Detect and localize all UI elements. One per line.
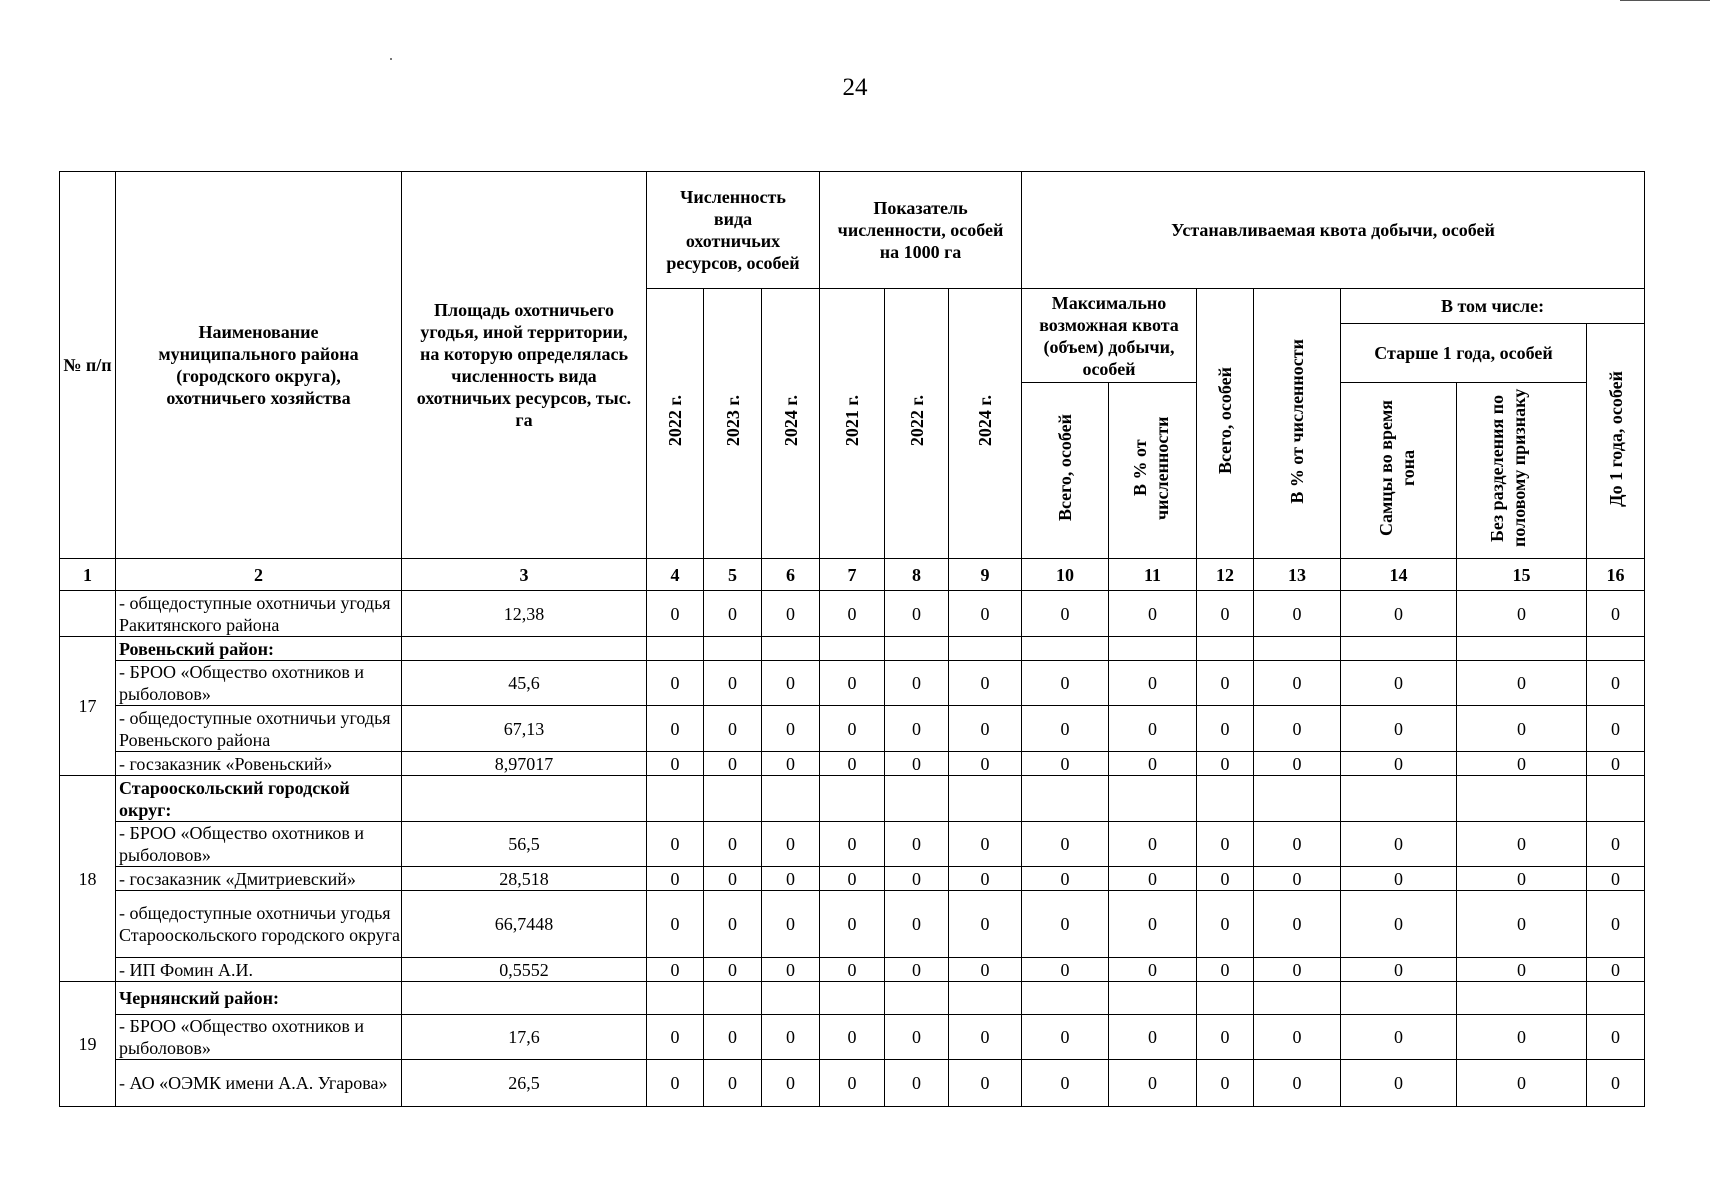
header-total: Всего, особей: [1197, 289, 1254, 559]
entity-name-cell: - БРОО «Общество охотников и рыболовов»: [116, 822, 402, 867]
value-cell-col10: 0: [1022, 1015, 1109, 1060]
value-cell-col4: 0: [647, 591, 704, 637]
area-cell: 0,5552: [402, 958, 647, 982]
value-cell-col7: 0: [820, 1060, 885, 1107]
value-cell-col7: 0: [820, 752, 885, 776]
header-max-quota: Максимально возможная квота (объем) добычи, особей: [1022, 289, 1197, 383]
group-row: [60, 637, 1645, 661]
value-cell-col8: 0: [885, 591, 949, 637]
colnum-16: 16: [1587, 559, 1645, 591]
header-year-2023: 2023 г.: [704, 289, 762, 559]
header-density-2022: 2022 г.: [885, 289, 949, 559]
value-cell-col8: 0: [885, 752, 949, 776]
table-row: [60, 591, 1645, 637]
table-row: [60, 706, 1645, 752]
entity-name-cell: - ИП Фомин А.И.: [116, 958, 402, 982]
value-cell-col9: 0: [949, 867, 1022, 891]
empty-cell: [949, 776, 1022, 822]
value-cell-col15: 0: [1457, 706, 1587, 752]
value-cell-col5: 0: [704, 891, 762, 958]
value-cell-col11: 0: [1109, 1060, 1197, 1107]
colnum-4: 4: [647, 559, 704, 591]
empty-cell: [820, 637, 885, 661]
value-cell-col12: 0: [1197, 891, 1254, 958]
header-incl: В том числе:: [1341, 289, 1645, 324]
column-number-row: [60, 559, 1645, 591]
colnum-8: 8: [885, 559, 949, 591]
colnum-7: 7: [820, 559, 885, 591]
colnum-11: 11: [1109, 559, 1197, 591]
value-cell-col16: 0: [1587, 661, 1645, 706]
empty-cell: [1457, 776, 1587, 822]
area-cell: 28,518: [402, 867, 647, 891]
value-cell-col6: 0: [762, 706, 820, 752]
empty-cell: [949, 637, 1022, 661]
value-cell-col10: 0: [1022, 867, 1109, 891]
empty-cell: [647, 982, 704, 1015]
empty-cell: [762, 982, 820, 1015]
colnum-14: 14: [1341, 559, 1457, 591]
empty-cell: [1109, 637, 1197, 661]
header-no: № п/п: [60, 172, 116, 559]
value-cell-col14: 0: [1341, 958, 1457, 982]
value-cell-col9: 0: [949, 891, 1022, 958]
value-cell-col13: 0: [1254, 822, 1341, 867]
value-cell-col12: 0: [1197, 1015, 1254, 1060]
empty-cell: [949, 982, 1022, 1015]
value-cell-col4: 0: [647, 867, 704, 891]
value-cell-col12: 0: [1197, 661, 1254, 706]
value-cell-col7: 0: [820, 867, 885, 891]
value-cell-col15: 0: [1457, 822, 1587, 867]
value-cell-col13: 0: [1254, 958, 1341, 982]
value-cell-col16: 0: [1587, 1060, 1645, 1107]
area-cell: 66,7448: [402, 891, 647, 958]
empty-cell: [704, 637, 762, 661]
scan-speck: [390, 58, 392, 60]
empty-cell: [1109, 982, 1197, 1015]
quota-table: [59, 171, 1645, 1107]
value-cell-col9: 0: [949, 591, 1022, 637]
empty-cell: [1197, 776, 1254, 822]
empty-cell: [1587, 776, 1645, 822]
group-row: [60, 776, 1645, 822]
empty-cell: [762, 637, 820, 661]
table-body: [60, 591, 1645, 1107]
value-cell-col11: 0: [1109, 867, 1197, 891]
value-cell-col15: 0: [1457, 958, 1587, 982]
empty-cell: [402, 982, 647, 1015]
row-number-cell: 17: [60, 637, 116, 776]
value-cell-col14: 0: [1341, 591, 1457, 637]
value-cell-col10: 0: [1022, 891, 1109, 958]
row-number-cell: 19: [60, 982, 116, 1107]
colnum-5: 5: [704, 559, 762, 591]
value-cell-col7: 0: [820, 891, 885, 958]
value-cell-col6: 0: [762, 958, 820, 982]
area-cell: 8,97017: [402, 752, 647, 776]
header-pct: В % от численности: [1254, 289, 1341, 559]
value-cell-col5: 0: [704, 706, 762, 752]
value-cell-col5: 0: [704, 1060, 762, 1107]
entity-name-cell: - БРОО «Общество охотников и рыболовов»: [116, 661, 402, 706]
value-cell-col4: 0: [647, 706, 704, 752]
entity-name-cell: - госзаказник «Дмитриевский»: [116, 867, 402, 891]
value-cell-col13: 0: [1254, 891, 1341, 958]
value-cell-col11: 0: [1109, 752, 1197, 776]
value-cell-col5: 0: [704, 752, 762, 776]
group-row: [60, 982, 1645, 1015]
value-cell-col10: 0: [1022, 661, 1109, 706]
value-cell-col14: 0: [1341, 822, 1457, 867]
value-cell-col6: 0: [762, 752, 820, 776]
table-row: [60, 891, 1645, 958]
value-cell-col13: 0: [1254, 591, 1341, 637]
value-cell-col11: 0: [1109, 958, 1197, 982]
area-cell: 17,6: [402, 1015, 647, 1060]
table-row: [60, 867, 1645, 891]
group-name-cell: Старооскольский городской округ:: [116, 776, 402, 822]
value-cell-col13: 0: [1254, 1060, 1341, 1107]
value-cell-col4: 0: [647, 1015, 704, 1060]
header-older1: Старше 1 года, особей: [1341, 324, 1587, 383]
empty-cell: [885, 637, 949, 661]
header-year-2022: 2022 г.: [647, 289, 704, 559]
value-cell-col12: 0: [1197, 867, 1254, 891]
value-cell-col14: 0: [1341, 891, 1457, 958]
value-cell-col13: 0: [1254, 752, 1341, 776]
colnum-15: 15: [1457, 559, 1587, 591]
value-cell-col10: 0: [1022, 591, 1109, 637]
group-name-cell: Чернянский район:: [116, 982, 402, 1015]
value-cell-col11: 0: [1109, 1015, 1197, 1060]
value-cell-col14: 0: [1341, 1060, 1457, 1107]
colnum-13: 13: [1254, 559, 1341, 591]
value-cell-col9: 0: [949, 706, 1022, 752]
table-row: [60, 822, 1645, 867]
value-cell-col16: 0: [1587, 706, 1645, 752]
value-cell-col6: 0: [762, 867, 820, 891]
value-cell-col9: 0: [949, 1060, 1022, 1107]
area-cell: 26,5: [402, 1060, 647, 1107]
value-cell-col16: 0: [1587, 958, 1645, 982]
area-cell: 56,5: [402, 822, 647, 867]
value-cell-col6: 0: [762, 1015, 820, 1060]
value-cell-col10: 0: [1022, 706, 1109, 752]
value-cell-col13: 0: [1254, 867, 1341, 891]
value-cell-col14: 0: [1341, 661, 1457, 706]
value-cell-col11: 0: [1109, 591, 1197, 637]
empty-cell: [762, 776, 820, 822]
header-year-2024: 2024 г.: [762, 289, 820, 559]
value-cell-col16: 0: [1587, 822, 1645, 867]
value-cell-col10: 0: [1022, 752, 1109, 776]
value-cell-col8: 0: [885, 706, 949, 752]
empty-cell: [1197, 637, 1254, 661]
table-row: [60, 1060, 1645, 1107]
value-cell-col15: 0: [1457, 1060, 1587, 1107]
value-cell-col5: 0: [704, 591, 762, 637]
empty-cell: [1022, 776, 1109, 822]
colnum-2: 2: [116, 559, 402, 591]
value-cell-col9: 0: [949, 661, 1022, 706]
empty-cell: [885, 776, 949, 822]
group-name-cell: Ровеньский район:: [116, 637, 402, 661]
value-cell-col11: 0: [1109, 661, 1197, 706]
value-cell-col16: 0: [1587, 867, 1645, 891]
value-cell-col8: 0: [885, 1015, 949, 1060]
table-row: [60, 661, 1645, 706]
value-cell-col15: 0: [1457, 891, 1587, 958]
empty-cell: [1022, 982, 1109, 1015]
value-cell-col13: 0: [1254, 661, 1341, 706]
empty-cell: [1341, 982, 1457, 1015]
quota-table-container: [59, 171, 1645, 1107]
value-cell-col6: 0: [762, 822, 820, 867]
header-density-group: Показатель численности, особей на 1000 га: [820, 172, 1022, 289]
entity-name-cell: - БРОО «Общество охотников и рыболовов»: [116, 1015, 402, 1060]
value-cell-col10: 0: [1022, 1060, 1109, 1107]
empty-cell: [704, 776, 762, 822]
value-cell-col5: 0: [704, 958, 762, 982]
empty-cell: [1341, 637, 1457, 661]
empty-cell: [1341, 776, 1457, 822]
value-cell-col12: 0: [1197, 591, 1254, 637]
empty-cell: [1587, 982, 1645, 1015]
value-cell-col10: 0: [1022, 822, 1109, 867]
value-cell-col9: 0: [949, 958, 1022, 982]
value-cell-col9: 0: [949, 822, 1022, 867]
empty-cell: [820, 776, 885, 822]
empty-cell: [1457, 982, 1587, 1015]
value-cell-col12: 0: [1197, 752, 1254, 776]
value-cell-col8: 0: [885, 822, 949, 867]
header-males: Самцы во время гона: [1341, 383, 1457, 559]
empty-cell: [704, 982, 762, 1015]
table-row: [60, 958, 1645, 982]
colnum-3: 3: [402, 559, 647, 591]
entity-name-cell: - общедоступные охотничьи угодья Старооскольского городского округа: [116, 891, 402, 958]
header-area: Площадь охотничьего угодья, иной территории, на которую определялась численность вида охотничьих ресурсов, тыс. га: [402, 172, 647, 559]
area-cell: 12,38: [402, 591, 647, 637]
value-cell-col15: 0: [1457, 752, 1587, 776]
row-number-cell: 18: [60, 776, 116, 982]
empty-cell: [1254, 982, 1341, 1015]
value-cell-col4: 0: [647, 1060, 704, 1107]
value-cell-col6: 0: [762, 661, 820, 706]
value-cell-col4: 0: [647, 661, 704, 706]
value-cell-col5: 0: [704, 1015, 762, 1060]
value-cell-col12: 0: [1197, 1060, 1254, 1107]
colnum-6: 6: [762, 559, 820, 591]
header-density-2021: 2021 г.: [820, 289, 885, 559]
empty-cell: [402, 776, 647, 822]
entity-name-cell: - общедоступные охотничьи угодья Ровеньского района: [116, 706, 402, 752]
header-quota-group: Устанавливаемая квота добычи, особей: [1022, 172, 1645, 289]
value-cell-col9: 0: [949, 1015, 1022, 1060]
header-numbers-group: Численность вида охотничьих ресурсов, особей: [647, 172, 820, 289]
empty-cell: [1109, 776, 1197, 822]
header-max-pct: В % от численности: [1109, 383, 1197, 559]
value-cell-col8: 0: [885, 891, 949, 958]
area-cell: 45,6: [402, 661, 647, 706]
value-cell-col14: 0: [1341, 1015, 1457, 1060]
empty-cell: [820, 982, 885, 1015]
value-cell-col4: 0: [647, 958, 704, 982]
value-cell-col13: 0: [1254, 1015, 1341, 1060]
value-cell-col10: 0: [1022, 958, 1109, 982]
colnum-9: 9: [949, 559, 1022, 591]
table-row: [60, 752, 1645, 776]
value-cell-col16: 0: [1587, 752, 1645, 776]
value-cell-col15: 0: [1457, 661, 1587, 706]
value-cell-col6: 0: [762, 1060, 820, 1107]
empty-cell: [1254, 776, 1341, 822]
value-cell-col11: 0: [1109, 822, 1197, 867]
value-cell-col7: 0: [820, 958, 885, 982]
empty-cell: [885, 982, 949, 1015]
value-cell-col7: 0: [820, 706, 885, 752]
value-cell-col6: 0: [762, 591, 820, 637]
empty-cell: [1457, 637, 1587, 661]
value-cell-col4: 0: [647, 822, 704, 867]
colnum-12: 12: [1197, 559, 1254, 591]
header-under1: До 1 года, особей: [1587, 324, 1645, 559]
value-cell-col14: 0: [1341, 752, 1457, 776]
value-cell-col14: 0: [1341, 706, 1457, 752]
value-cell-col4: 0: [647, 891, 704, 958]
value-cell-col14: 0: [1341, 867, 1457, 891]
header-nosex: Без разделения по половому признаку: [1457, 383, 1587, 559]
colnum-1: 1: [60, 559, 116, 591]
value-cell-col7: 0: [820, 822, 885, 867]
page-number: 24: [842, 74, 868, 101]
value-cell-col15: 0: [1457, 867, 1587, 891]
empty-cell: [1254, 637, 1341, 661]
value-cell-col15: 0: [1457, 591, 1587, 637]
value-cell-col13: 0: [1254, 706, 1341, 752]
value-cell-col9: 0: [949, 752, 1022, 776]
value-cell-col16: 0: [1587, 891, 1645, 958]
scan-edge-line: [1620, 0, 1710, 1]
value-cell-col12: 0: [1197, 958, 1254, 982]
value-cell-col12: 0: [1197, 822, 1254, 867]
area-cell: 67,13: [402, 706, 647, 752]
value-cell-col7: 0: [820, 591, 885, 637]
value-cell-col4: 0: [647, 752, 704, 776]
value-cell-col8: 0: [885, 958, 949, 982]
empty-cell: [402, 637, 647, 661]
entity-name-cell: - АО «ОЭМК имени А.А. Угарова»: [116, 1060, 402, 1107]
value-cell-col11: 0: [1109, 891, 1197, 958]
value-cell-col8: 0: [885, 1060, 949, 1107]
value-cell-col6: 0: [762, 891, 820, 958]
value-cell-col5: 0: [704, 822, 762, 867]
empty-cell: [647, 776, 704, 822]
value-cell-col16: 0: [1587, 591, 1645, 637]
header-name: Наименование муниципального района (городского округа), охотничьего хозяйства: [116, 172, 402, 559]
value-cell-col11: 0: [1109, 706, 1197, 752]
value-cell-col16: 0: [1587, 1015, 1645, 1060]
row-number-cell: [60, 591, 116, 637]
empty-cell: [647, 637, 704, 661]
header-density-2024: 2024 г.: [949, 289, 1022, 559]
value-cell-col5: 0: [704, 867, 762, 891]
empty-cell: [1587, 637, 1645, 661]
value-cell-col15: 0: [1457, 1015, 1587, 1060]
header-max-total: Всего, особей: [1022, 383, 1109, 559]
entity-name-cell: - госзаказник «Ровеньский»: [116, 752, 402, 776]
value-cell-col12: 0: [1197, 706, 1254, 752]
value-cell-col7: 0: [820, 1015, 885, 1060]
entity-name-cell: - общедоступные охотничьи угодья Ракитянского района: [116, 591, 402, 637]
value-cell-col8: 0: [885, 867, 949, 891]
table-row: [60, 1015, 1645, 1060]
value-cell-col8: 0: [885, 661, 949, 706]
empty-cell: [1197, 982, 1254, 1015]
value-cell-col5: 0: [704, 661, 762, 706]
colnum-10: 10: [1022, 559, 1109, 591]
value-cell-col7: 0: [820, 661, 885, 706]
empty-cell: [1022, 637, 1109, 661]
